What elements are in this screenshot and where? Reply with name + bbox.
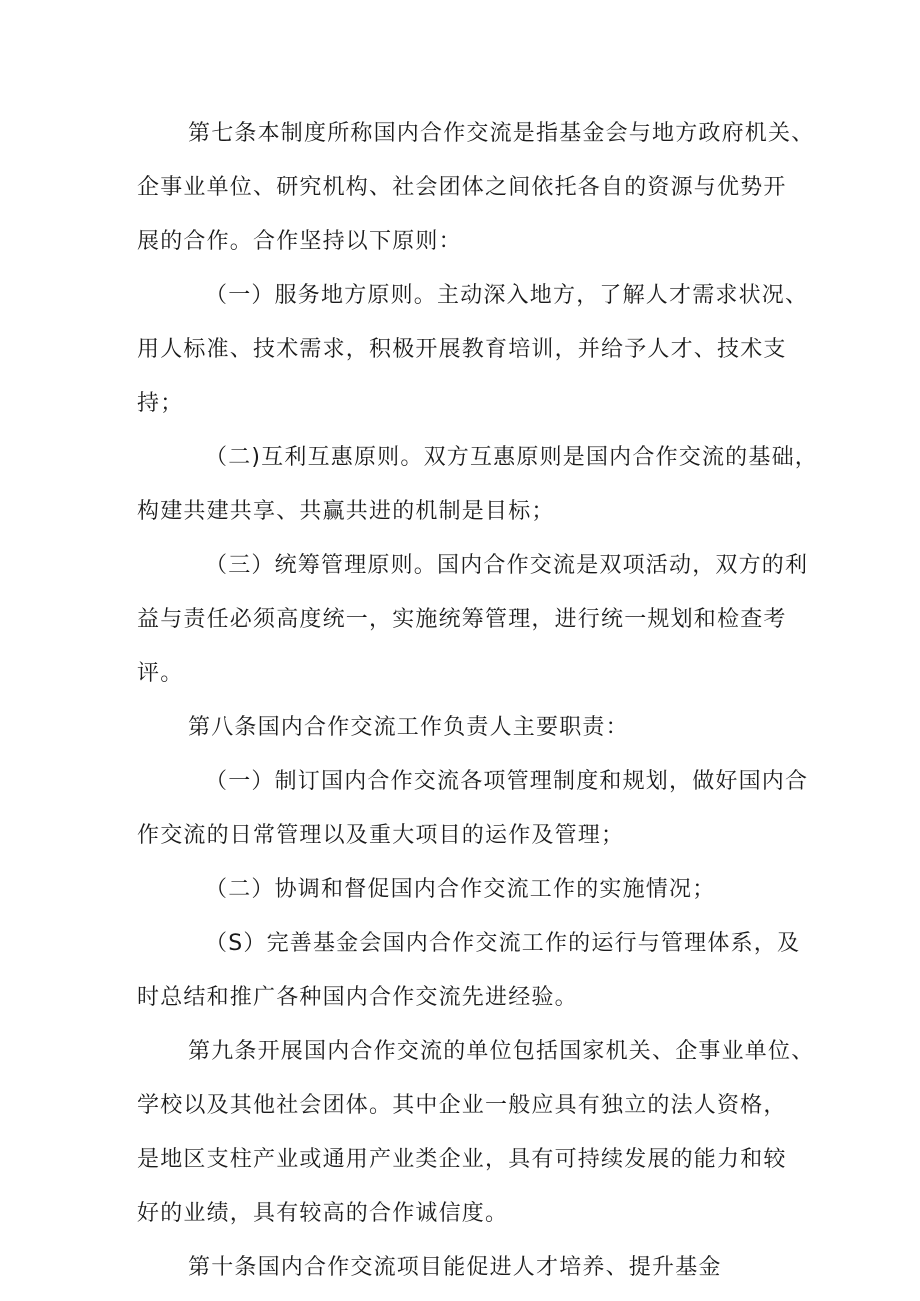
principle-1-line-3: 持； <box>137 391 184 416</box>
duty-3-line-2: 时总结和推广各种国内合作交流先进经验。 <box>137 985 578 1010</box>
principle-2-line-2: 构建共建共享、共赢共进的机制是目标； <box>137 499 555 524</box>
principle-2-line-1: （二)互利互惠原则。双方互惠原则是国内合作交流的基础， <box>205 445 818 470</box>
article-10-line-1: 第十条国内合作交流项目能促进人才培养、提升基金 <box>188 1255 722 1280</box>
article-7-line-3: 展的合作。合作坚持以下原则： <box>137 229 462 254</box>
principle-3-line-2: 益与责任必须高度统一，实施统筹管理，进行统一规划和检查考 <box>137 607 787 632</box>
principle-1-line-2: 用人标准、技术需求，积极开展教育培训，并给予人才、技术支 <box>137 337 787 362</box>
article-8-line-1: 第八条国内合作交流工作负责人主要职责： <box>188 715 629 740</box>
article-7-line-1: 第七条本制度所称国内合作交流是指基金会与地方政府机关、 <box>188 121 815 146</box>
article-7-line-2: 企事业单位、研究机构、社会团体之间依托各自的资源与优势开 <box>137 175 787 200</box>
duty-1-line-2: 作交流的日常管理以及重大项目的运作及管理； <box>137 823 625 848</box>
article-9-line-2: 学校以及其他社会团体。其中企业一般应具有独立的法人资格， <box>137 1093 787 1118</box>
duty-2-line-1: （二）协调和督促国内合作交流工作的实施情况； <box>205 877 716 902</box>
principle-3-line-1: （三）统筹管理原则。国内合作交流是双项活动，双方的利 <box>205 553 809 578</box>
principle-1-line-1: （一）服务地方原则。主动深入地方，了解人才需求状况、 <box>205 283 809 308</box>
article-9-line-3: 是地区支柱产业或通用产业类企业，具有可持续发展的能力和较 <box>137 1147 787 1172</box>
duty-1-line-1: （一）制订国内合作交流各项管理制度和规划，做好国内合 <box>205 769 809 794</box>
principle-3-line-3: 评。 <box>137 661 184 686</box>
article-9-line-4: 好的业绩，具有较高的合作诚信度。 <box>137 1201 509 1226</box>
article-9-line-1: 第九条开展国内合作交流的单位包括国家机关、企事业单位、 <box>188 1039 815 1064</box>
duty-3-line-1: （S）完善基金会国内合作交流工作的运行与管理体系，及 <box>205 931 801 956</box>
